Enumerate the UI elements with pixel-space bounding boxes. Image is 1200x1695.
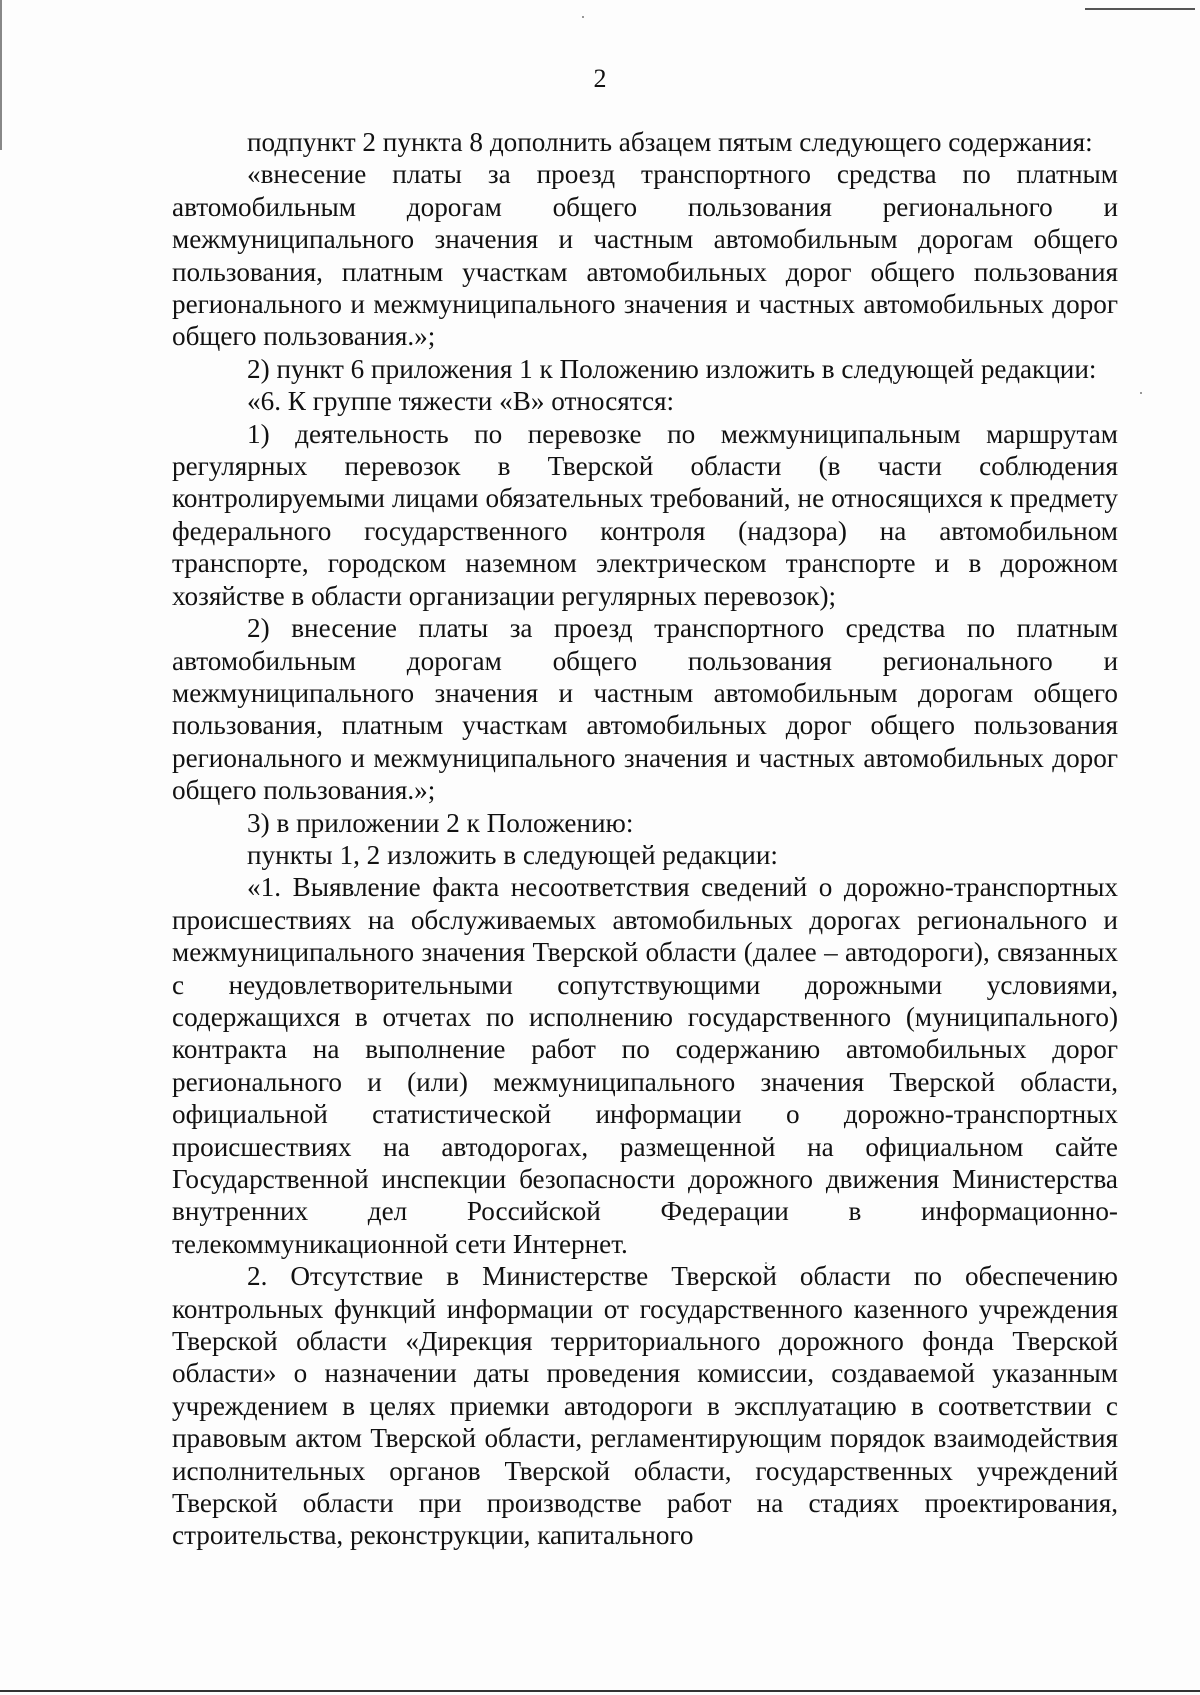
paragraph: 2. Отсутствие в Министерстве Тверской области по обеспечению контрольных функций информации от государственного казенного учреждения Тверской области «Дирекция территориального дорожного фонда Тверской области» о назначении даты проведения комиссии, создаваемой указанным учреждением в целях приемки автодороги в эксплуатацию в соответствии с правовым актом Тверской области, регламентирующим порядок взаимодействия исполнительных органов Тверской области, государственных учреждений Тверской области при производстве работ на стадиях проектирования, строительства, реконструкции, капитального: [172, 1261, 1118, 1551]
paragraph: «внесение платы за проезд транспортного средства по платным автомобильным дорогам общего пользования регионального и межмуниципального значения и частным автомобильным дорогам общего пользования, платным участкам автомобильных дорог общего пользования регионального и межмуниципального значения и частных автомобильных дорог общего пользования.»;: [172, 159, 1118, 352]
paragraph: 2) пункт 6 приложения 1 к Положению изложить в следующей редакции:: [247, 353, 1097, 384]
scan-edge-top: [1085, 8, 1195, 10]
scan-speck: [582, 16, 584, 18]
scan-edge-bottom: [0, 1690, 1200, 1692]
paragraph: 1) деятельность по перевозке по межмуниципальным маршрутам регулярных перевозок в Тверской области (в части соблюдения контролируемыми лицами обязательных требований, не относящихся к предмету федерального государственного контроля (надзора) на автомобильном транспорте, городском наземном электрическом транспорте и в дорожном хозяйстве в области организации регулярных перевозок);: [172, 418, 1118, 611]
paragraph: подпункт 2 пункта 8 дополнить абзацем пятым следующего содержания:: [247, 127, 1093, 157]
scan-speck: [1140, 392, 1142, 394]
paragraph: 3) в приложении 2 к Положению:: [247, 807, 634, 838]
paragraph: «6. К группе тяжести «В» относятся:: [247, 386, 675, 417]
document-body: [172, 126, 1118, 1552]
paragraph: 2) внесение платы за проезд транспортного средства по платным автомобильным дорогам общего пользования регионального и межмуниципального значения и частным автомобильным дорогам общего пользования, платным участкам автомобильных дорог общего пользования регионального и межмуниципального значения и частных автомобильных дорог общего пользования.»;: [172, 613, 1118, 806]
paragraph: «1. Выявление факта несоответствия сведений о дорожно-транспортных происшествиях на обслуживаемых автомобильных дорогах регионального и межмуниципального значения Тверской области (далее – автодороги), связанных с неудовлетворительными сопутствующими дорожными условиями, содержащихся в отчетах по исполнению государственного (муниципального) контракта на выполнение работ по содержанию автомобильных дорог регионального и (или) межмуниципального значения Тверской области, официальной статистической информации о дорожно-транспортных происшествиях на автодорогах, размещенной на официальном сайте Государственной инспекции безопасности дорожного движения Министерства внутренних дел Российской Федерации в информационно-телекоммуникационной сети Интернет.: [172, 872, 1118, 1259]
paragraph: пункты 1, 2 изложить в следующей редакции:: [247, 839, 778, 870]
page-number: 2: [593, 64, 607, 93]
